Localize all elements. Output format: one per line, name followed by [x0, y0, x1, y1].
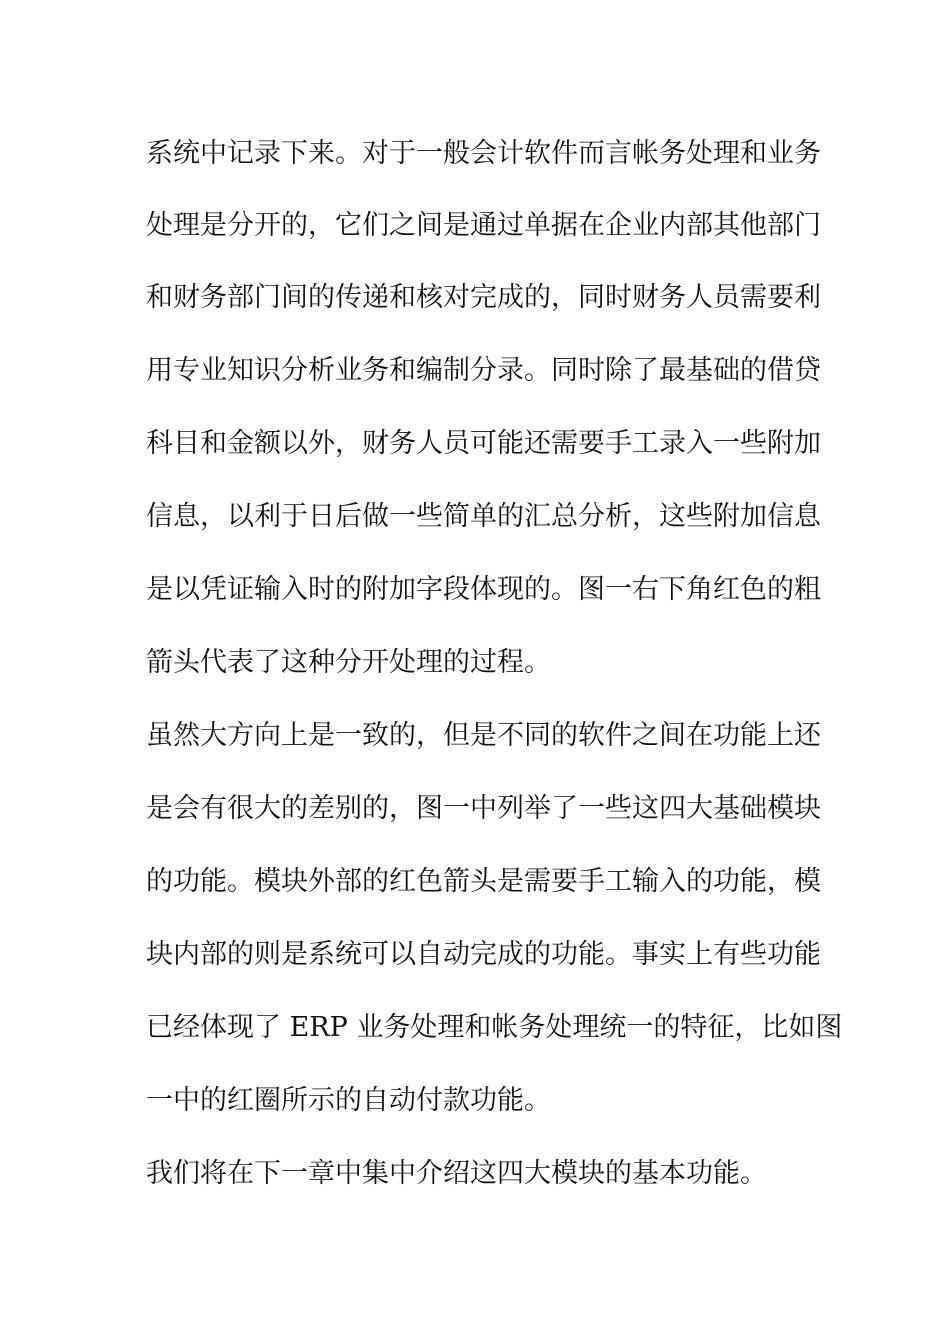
text-line: 系统中记录下来。对于一般会计软件而言帐务处理和业务 [146, 138, 821, 169]
text-line: 科目和金额以外，财务人员可能还需要手工录入一些附加 [146, 428, 821, 459]
text-line: 一中的红圈所示的自动付款功能。 [146, 1085, 551, 1116]
text-line: 箭头代表了这种分开处理的过程。 [146, 647, 551, 678]
text-line: 是以凭证输入时的附加字段体现的。图一右下角红色的粗 [146, 574, 821, 605]
text-line: 虽然大方向上是一致的，但是不同的软件之间在功能上还 [146, 720, 821, 751]
text-line: 和财务部门间的传递和核对完成的，同时财务人员需要利 [146, 282, 821, 313]
text-line: 是会有很大的差别的，图一中列举了一些这四大基础模块 [146, 793, 821, 824]
text-line: 我们将在下一章中集中介绍这四大模块的基本功能。 [146, 1158, 767, 1189]
text-line: 信息，以利于日后做一些简单的汇总分析，这些附加信息 [146, 501, 821, 532]
text-line: 块内部的则是系统可以自动完成的功能。事实上有些功能 [146, 939, 821, 970]
text-line: 用专业知识分析业务和编制分录。同时除了最基础的借贷 [146, 355, 821, 386]
text-line: 处理是分开的，它们之间是通过单据在企业内部其他部门 [146, 210, 821, 241]
text-line: 的功能。模块外部的红色箭头是需要手工输入的功能，模 [146, 866, 821, 897]
text-line: 已经体现了 ERP 业务处理和帐务处理统一的特征，比如图 [146, 1012, 843, 1043]
